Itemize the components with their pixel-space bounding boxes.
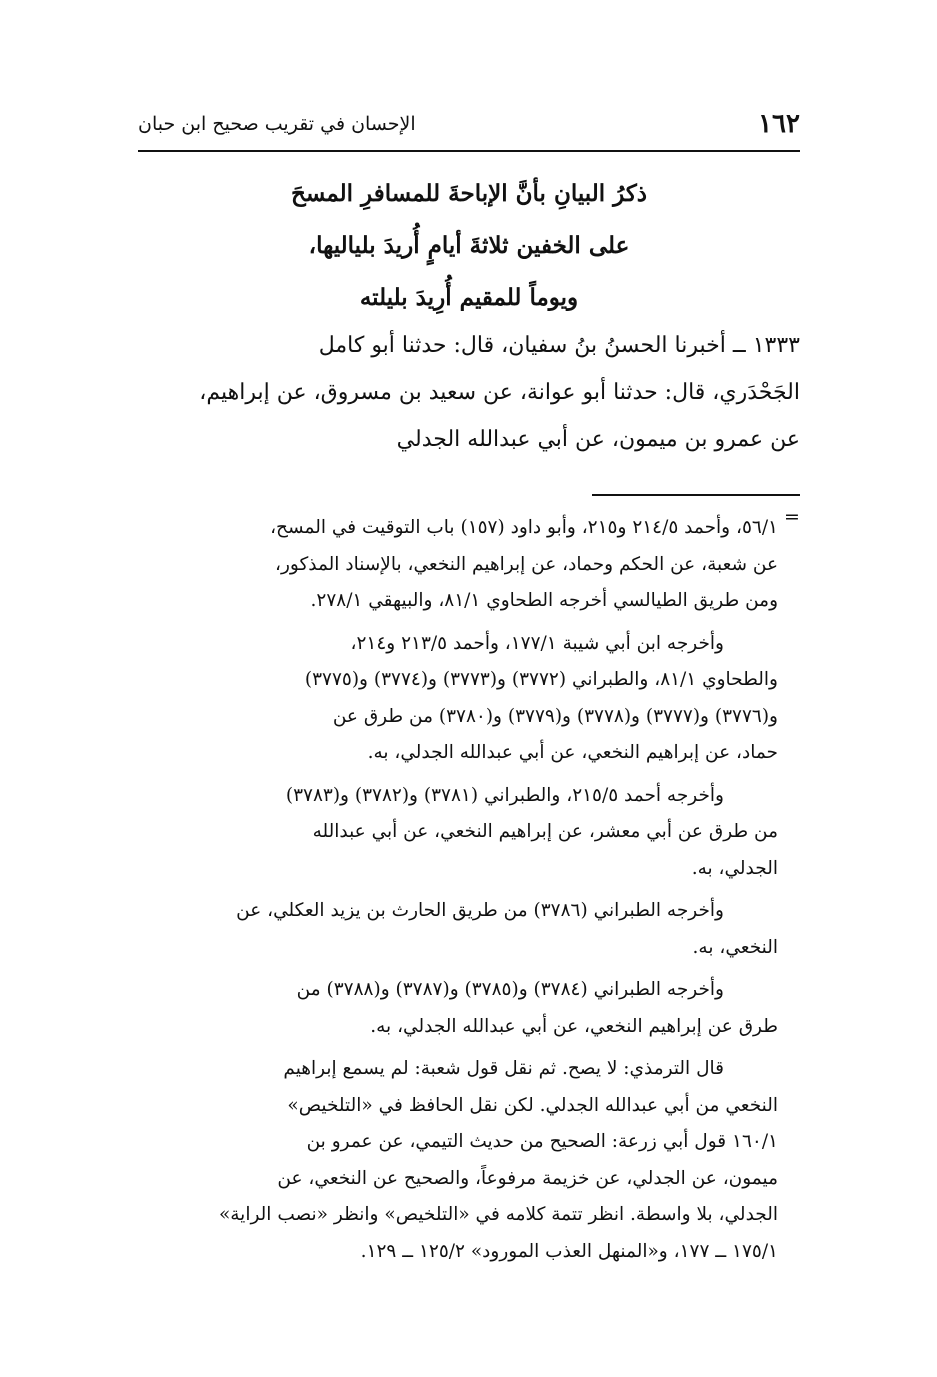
hadith-text — [138, 322, 800, 463]
footnote-separator — [592, 494, 800, 496]
footnote-line: ميمون، عن الجدلي، عن خزيمة مرفوعاً، والصحيح عن النخعي، عن — [277, 1167, 778, 1189]
footnote-line: النخعي، به. — [692, 936, 778, 958]
footnote-line: طرق عن إبراهيم النخعي، عن أبي عبدالله الجدلي، به. — [370, 1015, 778, 1037]
page-number: ١٦٢ — [758, 109, 800, 139]
footnote-line: من طرق عن أبي معشر، عن إبراهيم النخعي، عن أبي عبدالله — [312, 821, 778, 842]
hadith-line: الجَحْدَري، قال: حدثنا أبو عوانة، عن سعيد بن مسروق، عن إبراهيم، — [199, 380, 800, 405]
hadith-line: عن عمرو بن ميمون، عن أبي عبدالله الجدلي — [396, 427, 800, 452]
footnote-paragraph — [138, 972, 778, 1045]
footnote-line: وأخرجه أحمد ٢١٥/٥، والطبراني (٣٧٨١) و(٣٧٨٢) و(٣٧٨٣) — [285, 784, 724, 806]
footnote-line: الجدلي، بلا واسطة. انظر تتمة كلامه في «التلخيص» وانظر «نصب الراية» — [218, 1204, 778, 1225]
section-title-line: ذكرُ البيانِ بأنَّ الإباحةَ للمسافرِ المسحَ — [290, 180, 648, 207]
footnote-line: وأخرجه الطبراني (٣٧٨٦) من طريق الحارث بن يزيد العكلي، عن — [236, 900, 724, 921]
footnote-paragraph — [138, 893, 778, 966]
section-title — [138, 168, 800, 324]
footnotes — [138, 510, 778, 1270]
section-title-line: على الخفين ثلاثةَ أيامٍ أُريدَ بلياليها، — [308, 232, 630, 259]
footnote-line: النخعي من أبي عبدالله الجدلي. لكن نقل الحافظ في «التلخيص» — [287, 1094, 778, 1116]
footnote-line: ١٧٥/١ ــ ١٧٧، و«المنهل العذب المورود» ١٢٥/٢ ــ ١٢٩. — [360, 1240, 778, 1262]
footnote-line: حماد، عن إبراهيم النخعي، عن أبي عبدالله الجدلي، به. — [367, 742, 778, 763]
footnote-line: وأخرجه ابن أبي شيبة ١٧٧/١، وأحمد ٢١٣/٥ و٢١٤، — [350, 632, 724, 654]
footnote-line: ٥٦/١، وأحمد ٢١٤/٥ و٢١٥، وأبو داود (١٥٧) باب التوقيت في المسح، — [270, 517, 778, 538]
footnote-line: عن شعبة، عن الحكم وحماد، عن إبراهيم النخعي، بالإسناد المذكور، — [275, 553, 778, 575]
header-rule — [138, 150, 800, 152]
footnote-paragraph — [138, 510, 778, 620]
footnote-line: و(٣٧٧٦) و(٣٧٧٧) و(٣٧٧٨) و(٣٧٧٩) و(٣٧٨٠) من طرق عن — [332, 705, 778, 727]
footnote-paragraph — [138, 626, 778, 772]
hadith-line: ١٣٣٣ ــ أخبرنا الحسنُ بنُ سفيان، قال: حدثنا أبو كامل — [318, 333, 800, 358]
footnote-continuation-marker: = — [784, 506, 800, 528]
running-title: الإحسان في تقريب صحيح ابن حبان — [138, 113, 416, 135]
footnote-line: الجدلي، به. — [691, 857, 778, 879]
footnote-line: ومن طريق الطيالسي أخرجه الطحاوي ٨١/١، والبيهقي ٢٧٨/١. — [310, 590, 778, 611]
footnote-paragraph — [138, 778, 778, 888]
footnote-line: ١٦٠/١ قول أبي زرعة: الصحيح من حديث التيمي، عن عمرو بن — [306, 1131, 778, 1152]
section-title-line: ويوماً للمقيم أُرِيدَ بليلته — [359, 284, 579, 311]
footnote-line: قال الترمذي: لا يصح. ثم نقل قول شعبة: لم يسمع إبراهيم — [283, 1058, 724, 1079]
footnote-paragraph — [138, 1051, 778, 1270]
footnote-line: وأخرجه الطبراني (٣٧٨٤) و(٣٧٨٥) و(٣٧٨٧) و(٣٧٨٨) من — [296, 979, 724, 1000]
page-header — [138, 104, 800, 144]
footnote-line: والطحاوي ٨١/١، والطبراني (٣٧٧٢) و(٣٧٧٣) و(٣٧٧٤) و(٣٧٧٥) — [304, 669, 778, 690]
